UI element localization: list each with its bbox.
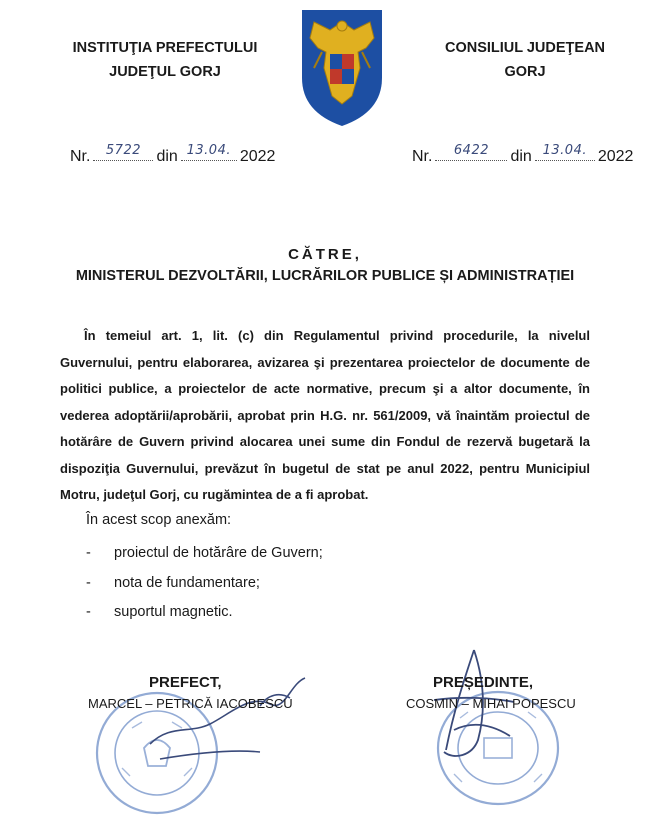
recipient-heading: CĂTRE, <box>288 246 362 263</box>
list-item-text: proiectul de hotărâre de Guvern; <box>114 545 323 561</box>
bullet-dash: - <box>86 574 91 591</box>
prefect-name: MARCEL – PETRICĂ IACOBESCU <box>88 696 293 711</box>
list-item <box>86 604 323 634</box>
date-field <box>181 143 237 161</box>
issuer-left-header <box>70 36 260 84</box>
body-paragraph: În temeiul art. 1, lit. (c) din Regulamentul privind procedurile, la nivelul Guvernului, pentru elaborarea, avizarea şi prezentarea proiectelor de documente de politici publice, a proiectelor de acte normative, precum şi a altor documente, în vederea adoptării/aprobării, aprobat prin H.G. nr. 561/2009, vă înaintăm proiectul de hotărâre de Guvern privind alocarea unei sume din Fondul de rezervă bugetară la dispoziţia Guvernului, prevăzut în bugetul de stat pe anul 2022, pentru Municipiul Motru, judeţul Gorj, cu rugămintea de a fi aprobat. <box>60 328 590 502</box>
list-item-text: suportul magnetic. <box>114 604 233 620</box>
date-handwritten-value: 13.04. <box>542 143 587 158</box>
bullet-dash: - <box>86 545 91 561</box>
list-item <box>86 575 323 605</box>
list-item-text: nota de fundamentare; <box>114 574 260 591</box>
nr-field <box>435 143 507 161</box>
recipient-ministry: MINISTERUL DEZVOLTĂRII, LUCRĂRILOR PUBLICE ȘI ADMINISTRAȚIEI <box>75 268 575 284</box>
list-item <box>86 545 323 575</box>
nr-label: Nr. <box>70 148 91 165</box>
nr-field <box>93 143 153 161</box>
annex-intro: În acest scop anexăm: <box>86 512 232 528</box>
issuer-left-line2: JUDEŢUL GORJ <box>109 64 221 80</box>
issuer-right-line2: GORJ <box>504 64 546 80</box>
issuer-right-line1: CONSILIUL JUDEŢEAN <box>444 40 606 56</box>
president-title: PREȘEDINTE, <box>433 674 534 691</box>
romania-coat-of-arms-icon <box>300 8 384 128</box>
nr-handwritten-value: 6422 <box>453 143 489 158</box>
issuer-right-header <box>430 36 620 84</box>
president-name: COSMIN – MIHAI POPESCU <box>406 696 576 711</box>
registration-right <box>412 143 634 166</box>
date-handwritten-value: 13.04. <box>186 143 231 158</box>
bullet-dash: - <box>86 604 91 620</box>
year-label: 2022 <box>597 148 634 165</box>
date-field <box>535 143 595 161</box>
prefect-title: PREFECT, <box>149 674 222 691</box>
nr-handwritten-value: 5722 <box>105 143 141 158</box>
annex-list <box>86 545 323 634</box>
nr-label: Nr. <box>412 148 433 165</box>
din-label: din <box>156 148 178 165</box>
registration-left <box>70 143 276 166</box>
din-label: din <box>510 148 532 165</box>
year-label: 2022 <box>239 148 276 165</box>
issuer-left-line1: INSTITUŢIA PREFECTULUI <box>72 40 258 56</box>
